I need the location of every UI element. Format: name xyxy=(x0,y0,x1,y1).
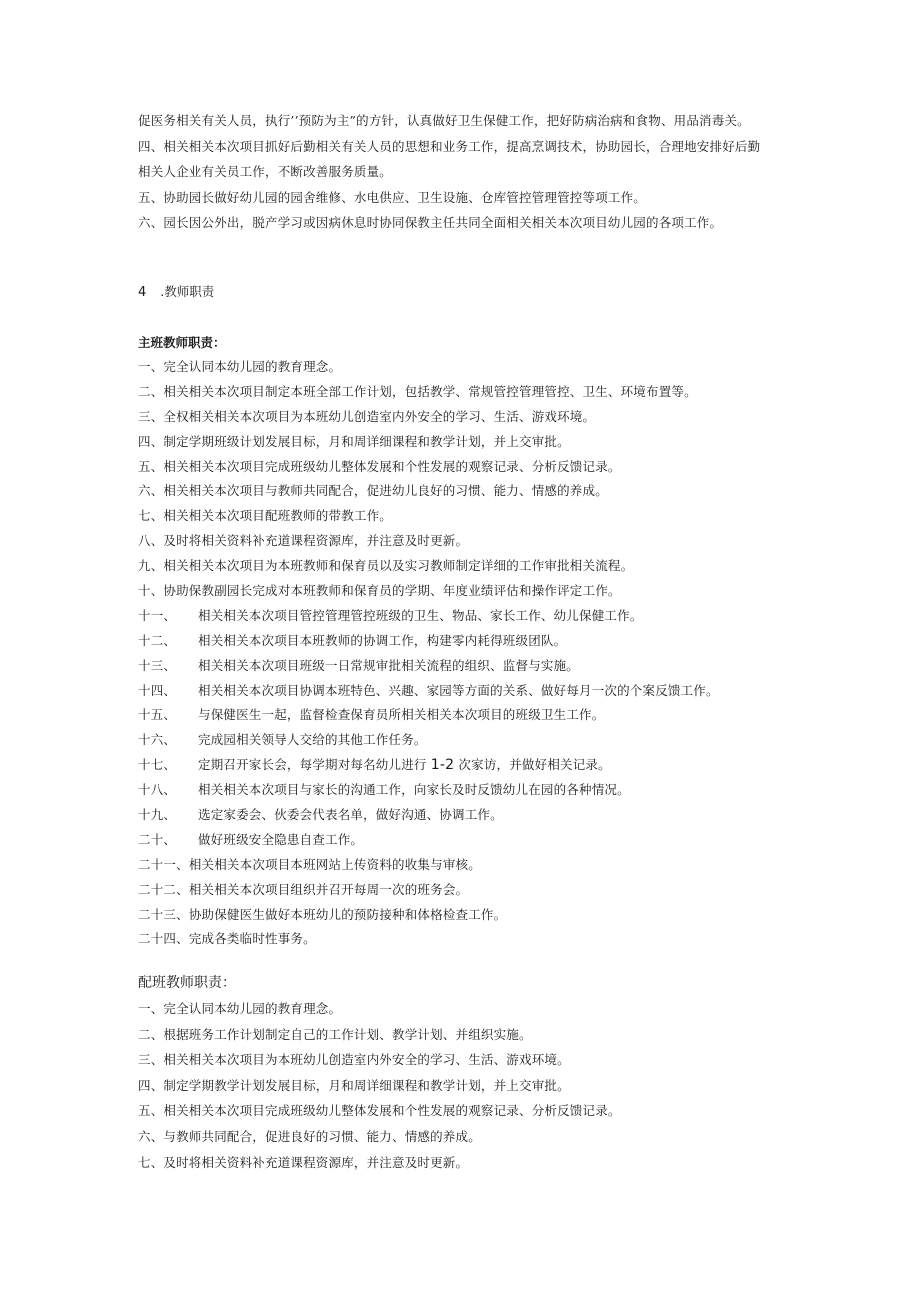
duty-item xyxy=(138,654,719,679)
duty-item-index: 十六、 xyxy=(138,732,177,748)
duty-item-text: 协助保教副园长完成对本班教师和保育员的学期、年度业绩评估和操作评定工作。 xyxy=(163,583,621,599)
duty-item-text: 及时将相关资料补充道课程资源库，并注意及时更新。 xyxy=(163,533,469,549)
duty-item-index: 十四、 xyxy=(138,682,177,698)
duty-item xyxy=(138,1098,621,1124)
duty-item-text: 次家访，并做好相关记录。 xyxy=(454,757,611,773)
duty-item-text: 根据班务工作计划制定自己的工作计划、教学计划、并组织实施。 xyxy=(163,1026,532,1042)
duty-item xyxy=(138,927,719,952)
duty-item xyxy=(138,703,719,728)
duty-item-index: 二十二、 xyxy=(138,881,189,897)
duty-item-index: 四、 xyxy=(138,1077,164,1093)
duty-item-index: 十二、 xyxy=(138,632,177,648)
duty-item-index: 十五、 xyxy=(138,707,177,723)
intro-line: 五、协助园长做好幼儿园的园舍维修、水电供应、卫生设施、仓库管控管理管控等项工作。 xyxy=(138,189,647,205)
duty-item-index: 七、 xyxy=(138,508,164,524)
assist-teacher-section xyxy=(138,971,621,1175)
duty-item-text: 相关相关本次项目本班教师的协调工作，构建零内耗得班级团队。 xyxy=(198,632,567,648)
duty-item xyxy=(138,479,719,504)
duty-item xyxy=(138,878,719,903)
duty-item-index: 三、 xyxy=(138,1052,164,1068)
duty-item xyxy=(138,380,719,405)
duty-item-index: 十八、 xyxy=(138,782,177,798)
duty-item xyxy=(138,679,719,704)
duty-item-index: 二十一、 xyxy=(138,856,189,872)
duty-item-text: 完成园相关领导人交给的其他工作任务。 xyxy=(198,732,427,748)
duty-item-index: 九、 xyxy=(138,558,164,574)
assist-teacher-duty-list xyxy=(138,996,621,1175)
duty-item-index: 一、 xyxy=(138,1001,164,1016)
duty-item xyxy=(138,1124,621,1150)
duty-item-text: 相关相关本次项目组织并召开每周一次的班务会。 xyxy=(188,881,469,897)
duty-item xyxy=(138,728,719,753)
duty-item-index: 十九、 xyxy=(138,807,177,823)
duty-item-text: 选定家委会、伙委会代表名单，做好沟通、协调工作。 xyxy=(198,807,503,823)
intro-line: 四、相关相关本次项目抓好后勤相关有关人员的思想和业务工作，提高烹调技术，协助园长，合理地安排好后勤 xyxy=(138,138,761,154)
section-title: .教师职责 xyxy=(160,284,215,299)
duty-item-index: 七、 xyxy=(138,1154,164,1170)
duty-item xyxy=(138,529,719,554)
duty-item-text: 相关相关本次项目完成班级幼儿整体发展和个性发展的观察记录、分析反馈记录。 xyxy=(163,1103,621,1119)
duty-item-index: 六、 xyxy=(138,1128,164,1144)
duty-item-index: 五、 xyxy=(138,458,164,474)
duty-item-index: 六、 xyxy=(138,483,164,499)
duty-item-text: 完成各类临时性事务。 xyxy=(188,931,316,947)
duty-item xyxy=(138,629,719,654)
duty-item-text: 定期召开家长会，每学期对每名幼儿进行 xyxy=(198,757,431,773)
duty-item xyxy=(138,1047,621,1073)
duty-item-text: 做好班级安全隐患自查工作。 xyxy=(198,831,364,847)
assist-teacher-title: 配班教师职责： xyxy=(138,975,236,991)
duty-item xyxy=(138,1022,621,1048)
duty-item-index: 十、 xyxy=(138,583,164,599)
duty-item-index: 十一、 xyxy=(138,607,177,623)
duty-item-index: 八、 xyxy=(138,533,164,549)
duty-item-text: 与保健医生一起，监督检查保育员所相关相关本次项目的班级卫生工作。 xyxy=(198,707,605,723)
intro-line: 相关人企业有关员工作，不断改善服务质量。 xyxy=(138,164,393,179)
duty-item xyxy=(138,355,719,380)
duty-item-index: 三、 xyxy=(138,408,164,424)
duty-item xyxy=(138,554,719,579)
duty-item-text: 相关相关本次项目与教师共同配合，促进幼儿良好的习惯、能力、情感的养成。 xyxy=(163,483,608,499)
duty-item xyxy=(138,405,719,430)
duty-item-text: 及时将相关资料补充道课程资源库，并注意及时更新。 xyxy=(163,1154,469,1170)
duty-item-index: 二、 xyxy=(138,1026,164,1042)
duty-item-index: 十七、 xyxy=(138,757,177,773)
duty-item-text: 相关相关本次项目完成班级幼儿整体发展和个性发展的观察记录、分析反馈记录。 xyxy=(163,458,621,474)
duty-item xyxy=(138,1150,621,1176)
intro-line: 六、园长因公外出，脱产学习或因病休息时协同保教主任共同全面相关相关本次项目幼儿园的各项工作。 xyxy=(138,215,723,230)
duty-item-text: 相关相关本次项目制定本班全部工作计划，包括教学、常规管控管理管控、卫生、环境布置等。 xyxy=(163,383,697,399)
duty-item-text: 全权相关相关本次项目为本班幼儿创造室内外安全的学习、生活、游戏环境。 xyxy=(163,408,596,424)
intro-paragraph xyxy=(138,108,760,236)
duty-item xyxy=(138,430,719,455)
duty-item xyxy=(138,455,719,480)
duty-item-index: 一、 xyxy=(138,359,164,374)
duty-item-text: 相关相关本次项目本班网站上传资料的收集与审核。 xyxy=(188,856,481,872)
duty-item-text: 制定学期班级计划发展目标，月和周详细课程和教学计划，并上交审批。 xyxy=(163,433,570,449)
duty-item-text: 相关相关本次项目为本班幼儿创造室内外安全的学习、生活、游戏环境。 xyxy=(163,1052,570,1068)
duty-item xyxy=(138,1073,621,1099)
duty-item xyxy=(138,828,719,853)
duty-item-text: 相关相关本次项目协调本班特色、兴趣、家园等方面的关系、做好每月一次的个案反馈工作。 xyxy=(198,682,719,698)
duty-item xyxy=(138,903,719,928)
section-heading xyxy=(138,282,214,303)
duty-item xyxy=(138,753,719,778)
duty-item-index: 五、 xyxy=(138,1103,164,1119)
duty-item xyxy=(138,996,621,1022)
duty-item xyxy=(138,604,719,629)
duty-item-index: 二十、 xyxy=(138,831,177,847)
duty-item-text: 相关相关本次项目配班教师的带教工作。 xyxy=(163,508,393,524)
duty-item xyxy=(138,504,719,529)
intro-line: 促医务相关有关人员，执行’’预防为主”的方针，认真做好卫生保健工作，把好防病治病和食物、用品消毒关。 xyxy=(138,113,750,128)
duty-item-index: 四、 xyxy=(138,433,164,449)
duty-item xyxy=(138,803,719,828)
duty-item-text: 与教师共同配合，促进良好的习惯、能力、情感的养成。 xyxy=(163,1128,481,1144)
duty-item-text: 相关相关本次项目为本班教师和保育员以及实习教师制定详细的工作审批相关流程。 xyxy=(163,558,634,574)
duty-item-index: 二、 xyxy=(138,383,164,399)
duty-item-text: 相关相关本次项目与家长的沟通工作，向家长及时反馈幼儿在园的各种情况。 xyxy=(198,782,630,798)
duty-item-text: 相关相关本次项目班级一日常规审批相关流程的组织、监督与实施。 xyxy=(198,657,580,673)
duty-item-text: 相关相关本次项目管控管理管控班级的卫生、物品、家长工作、幼儿保健工作。 xyxy=(198,607,643,623)
head-teacher-duty-list xyxy=(138,355,719,952)
section-number: 4 xyxy=(138,285,147,300)
duty-item-text: 制定学期教学计划发展目标，月和周详细课程和教学计划，并上交审批。 xyxy=(163,1077,570,1093)
duty-item xyxy=(138,853,719,878)
duty-item-text: 协助保健医生做好本班幼儿的预防接种和体格检查工作。 xyxy=(188,906,507,922)
duty-item xyxy=(138,579,719,604)
head-teacher-title: 主班教师职责： xyxy=(138,335,226,350)
duty-item xyxy=(138,778,719,803)
duty-item-number: 1-2 xyxy=(430,757,455,774)
duty-item-text: 完全认同本幼儿园的教育理念。 xyxy=(163,1001,342,1016)
duty-item-index: 二十四、 xyxy=(138,931,189,947)
duty-item-index: 二十三、 xyxy=(138,906,189,922)
duty-item-index: 十三、 xyxy=(138,657,177,673)
duty-item-text: 完全认同本幼儿园的教育理念。 xyxy=(163,359,342,374)
head-teacher-section xyxy=(138,330,719,952)
